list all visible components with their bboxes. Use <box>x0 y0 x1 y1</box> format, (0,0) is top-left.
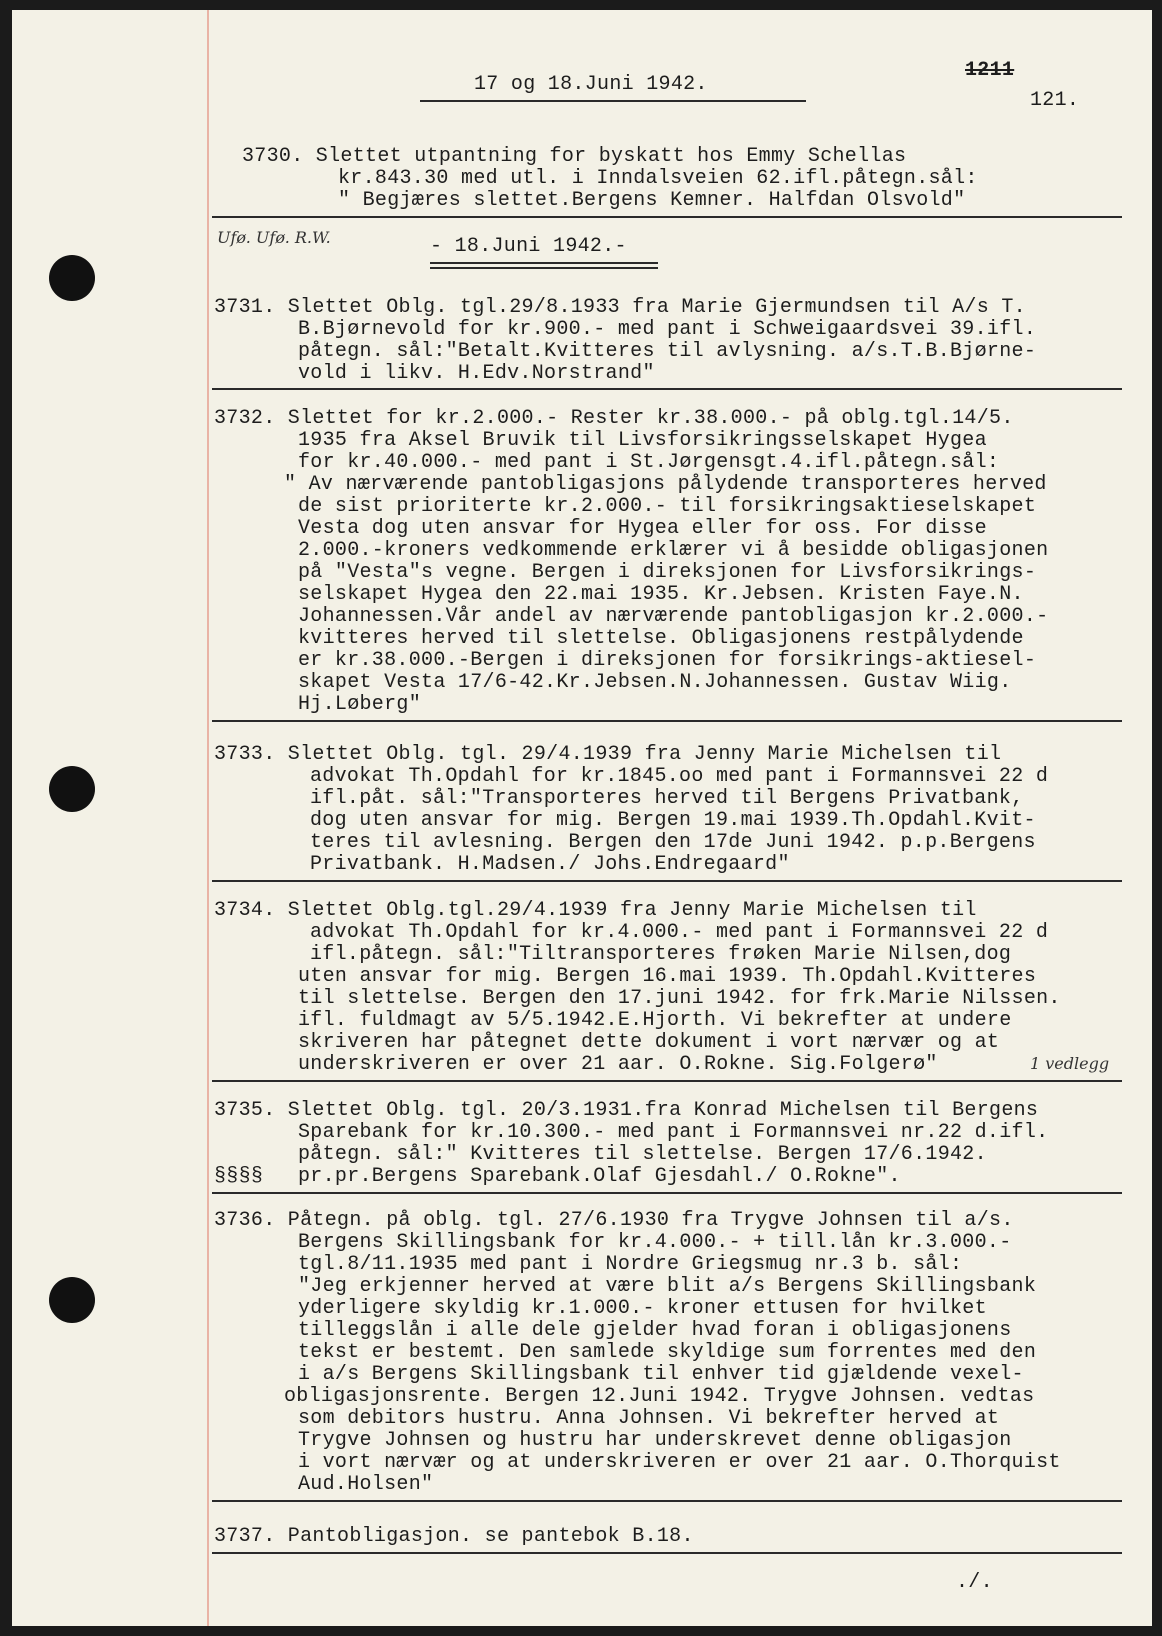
folio-number: 121. <box>1030 89 1080 112</box>
entry-line: Hj.Løberg" <box>298 693 422 716</box>
entry-line: B.Bjørnevold for kr.900.- med pant i Schweigaardsvei 39.ifl. <box>298 318 1037 341</box>
entry-line: som debitors hustru. Anna Johnsen. Vi bekrefter herved at <box>298 1407 1000 1430</box>
entry-line: ifl. fuldmagt av 5/5.1942.E.Hjorth. Vi bekrefter at undere <box>298 1009 1012 1032</box>
entry-line: Johannessen.Vår andel av nærværende pantobligasjon kr.2.000.- <box>298 605 1049 628</box>
entry-line: 3730. Slettet utpantning for byskatt hos Emmy Schellas <box>242 145 907 168</box>
entry-line: tgl.8/11.1935 med pant i Nordre Griegsmug nr.3 b. sål: <box>298 1253 963 1276</box>
entry-separator <box>212 1192 1122 1194</box>
date-underline <box>420 100 806 102</box>
ledger-page <box>12 10 1152 1626</box>
entry-line: kvitteres herved til slettelse. Obligasjonens restpålydende <box>298 627 1024 650</box>
entry-line: 3734. Slettet Oblg.tgl.29/4.1939 fra Jenny Marie Michelsen til <box>214 899 977 922</box>
handwritten-initials: Ufø. Ufø. R.W. <box>217 228 331 247</box>
entry-line: 3735. Slettet Oblg. tgl. 20/3.1931.fra Konrad Michelsen til Bergens <box>214 1099 1039 1122</box>
entry-line: kr.843.30 med utl. i Inndalsveien 62.ifl.påtegn.sål: <box>338 167 978 190</box>
end-mark: ./. <box>956 1571 993 1594</box>
entry-line: teres til avlesning. Bergen den 17de Juni 1942. p.p.Bergens <box>310 831 1036 854</box>
entry-line: 2.000.-kroners vedkommende erklærer vi å besidde obligasjonen <box>298 539 1049 562</box>
entry-separator <box>212 720 1122 722</box>
entry-line: Aud.Holsen" <box>298 1473 434 1496</box>
entry-line: 3737. Pantobligasjon. se pantebok B.18. <box>214 1525 694 1548</box>
entry-line: dog uten ansvar for mig. Bergen 19.mai 1939.Th.Opdahl.Kvit- <box>310 809 1036 832</box>
entry-line: underskriveren er over 21 aar. O.Rokne. Sig.Folgerø" <box>298 1053 938 1076</box>
entry-line: ifl.påt. sål:"Transporteres herved til Bergens Privatbank, <box>310 787 1024 810</box>
section-date-underline <box>430 267 658 269</box>
entry-line: 1935 fra Aksel Bruvik til Livsforsikringsselskapet Hygea <box>298 429 987 452</box>
entry-line: pr.pr.Bergens Sparebank.Olaf Gjesdahl./ O.Rokne". <box>298 1165 901 1188</box>
entry-line: selskapet Hygea den 22.mai 1935. Kr.Jebsen. Kristen Faye.N. <box>298 583 1024 606</box>
entry-separator <box>212 1080 1122 1082</box>
entry-line: 3732. Slettet for kr.2.000.- Rester kr.38.000.- på oblg.tgl.14/5. <box>214 407 1014 430</box>
entry-line: vold i likv. H.Edv.Norstrand" <box>298 362 655 385</box>
entry-line: på "Vesta"s vegne. Bergen i direksjonen for Livsforsikrings- <box>298 561 1037 584</box>
entry-line: i a/s Bergens Skillingsbank til enhver tid gjældende vexel- <box>298 1363 1024 1386</box>
entry-line: Sparebank for kr.10.300.- med pant i Formannsvei nr.22 d.ifl. <box>298 1121 1049 1144</box>
entry-line: i vort nærvær og at underskriveren er over 21 aar. O.Thorquist <box>298 1451 1061 1474</box>
entry-line: Bergens Skillingsbank for kr.4.000.- + till.lån kr.3.000.- <box>298 1231 1012 1254</box>
entry-line: Trygve Johnsen og hustru har underskrevet denne obligasjon <box>298 1429 1012 1452</box>
entry-line: skriveren har påtegnet dette dokument i vort nærvær og at <box>298 1031 1000 1054</box>
margin-rule <box>207 10 209 1626</box>
entry-line: for kr.40.000.- med pant i St.Jørgensgt.4.ifl.påtegn.sål: <box>298 451 1000 474</box>
entry-line: 3736. Påtegn. på oblg. tgl. 27/6.1930 fra Trygve Johnsen til a/s. <box>214 1209 1014 1232</box>
entry-line: ifl.påtegn. sål:"Tiltransporteres frøken Marie Nilsen,dog <box>310 943 1012 966</box>
section-date-underline <box>430 262 658 264</box>
entry-line: tekst er bestemt. Den samlede skyldige sum forrentes med den <box>298 1341 1037 1364</box>
entry-line: 3731. Slettet Oblg. tgl.29/8.1933 fra Marie Gjermundsen til A/s T. <box>214 296 1026 319</box>
entry-line: advokat Th.Opdahl for kr.1845.oo med pant i Formannsvei 22 d <box>310 765 1049 788</box>
entry-line: Vesta dog uten ansvar for Hygea eller for oss. For disse <box>298 517 987 540</box>
entry-line: 3733. Slettet Oblg. tgl. 29/4.1939 fra Jenny Marie Michelsen til <box>214 743 1002 766</box>
entry-line: påtegn. sål:"Betalt.Kvitteres til avlysning. a/s.T.B.Bjørne- <box>298 340 1037 363</box>
punch-hole <box>49 766 95 812</box>
entry-line: tilleggslån i alle dele gjelder hvad foran i obligasjonens <box>298 1319 1012 1342</box>
entry-separator <box>212 1552 1122 1554</box>
entry-line: uten ansvar for mig. Bergen 16.mai 1939. Th.Opdahl.Kvitteres <box>298 965 1037 988</box>
entry-separator <box>212 1500 1122 1502</box>
entry-separator <box>212 388 1122 390</box>
section-date: - 18.Juni 1942.- <box>430 235 627 258</box>
entry-line: yderligere skyldig kr.1.000.- kroner ettusen for hvilket <box>298 1297 987 1320</box>
entry-line: " Begjæres slettet.Bergens Kemner. Halfdan Olsvold" <box>338 189 966 212</box>
entry-line: påtegn. sål:" Kvitteres til slettelse. Bergen 17/6.1942. <box>298 1143 987 1166</box>
entry-line: obligasjonsrente. Bergen 12.Juni 1942. Trygve Johnsen. vedtas <box>284 1385 1035 1408</box>
entry-separator <box>212 216 1122 218</box>
folio-struck: 1211 <box>965 59 1015 82</box>
entry-line: til slettelse. Bergen den 17.juni 1942. for frk.Marie Nilssen. <box>298 987 1061 1010</box>
entry-line: skapet Vesta 17/6-42.Kr.Jebsen.N.Johannessen. Gustav Wiig. <box>298 671 1012 694</box>
punch-hole <box>49 1277 95 1323</box>
entry-line: "Jeg erkjenner herved at være blit a/s Bergens Skillingsbank <box>298 1275 1037 1298</box>
entry-line: de sist prioriterte kr.2.000.- til forsikringsaktieselskapet <box>298 495 1037 518</box>
margin-mark: §§§§ <box>214 1165 264 1188</box>
entry-line: er kr.38.000.-Bergen i direksjonen for forsikrings-aktiesel- <box>298 649 1037 672</box>
entry-separator <box>212 880 1122 882</box>
punch-hole <box>49 255 95 301</box>
entry-line: advokat Th.Opdahl for kr.4.000.- med pant i Formannsvei 22 d <box>310 921 1049 944</box>
entry-line: Privatbank. H.Madsen./ Johs.Endregaard" <box>310 853 790 876</box>
entry-line: " Av nærværende pantobligasjons pålydende transporteres herved <box>284 473 1047 496</box>
handwritten-annotation: 1 vedlegg <box>1030 1054 1110 1073</box>
page-date: 17 og 18.Juni 1942. <box>474 73 708 96</box>
